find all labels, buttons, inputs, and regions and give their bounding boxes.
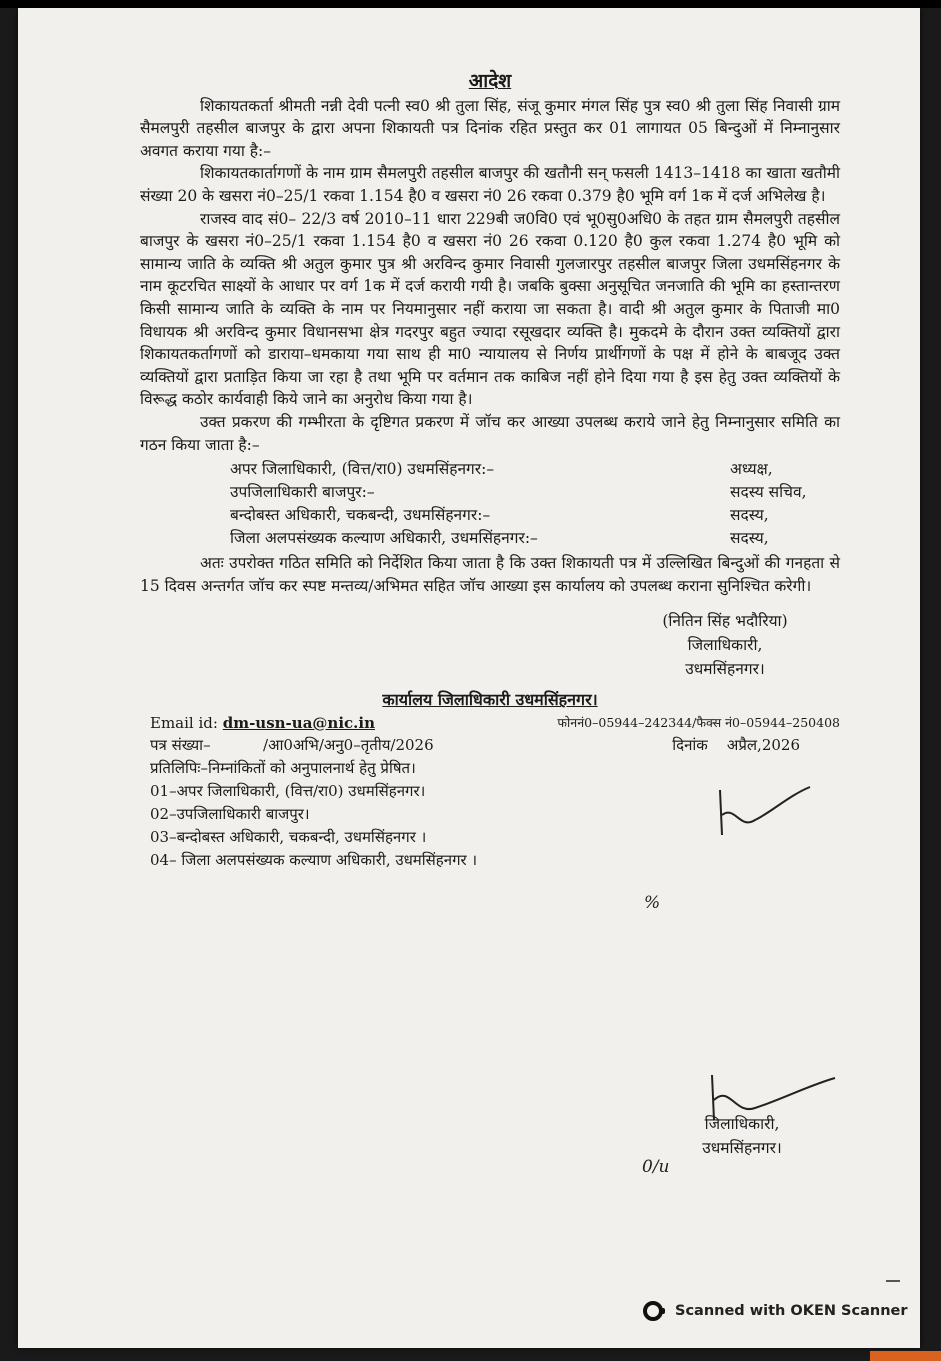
committee-role: अध्यक्ष, xyxy=(730,460,773,479)
committee-member: जिला अलपसंख्यक कल्याण अधिकारी, उधमसिंहनगर:– xyxy=(230,529,538,548)
committee-role: सदस्य सचिव, xyxy=(730,483,807,502)
top-edge xyxy=(0,0,941,8)
dash-mark xyxy=(886,1280,900,1282)
initials-mark-2: 0/u xyxy=(642,1157,670,1177)
order-title: आदेश xyxy=(468,70,512,92)
letter-number: पत्र संख्या– /आ0अभि/अनु0–तृतीय/2026 xyxy=(150,736,434,755)
committee-member: उपजिलाधिकारी बाजपुर:– xyxy=(230,483,375,502)
paragraph-1: शिकायतकर्ता श्रीमती नन्नी देवी पत्नी स्व0 श्री तुला सिंह, संजू कुमार मंगल सिंह पुत्र स्व0 श्री तुला सिंह निवासी ग्राम सैमलपुरी तहसील बाजपुर के द्वारा अपना शिकायती पत्र दिनांक रहित प्रस्तुत कर 01 लागायत 05 बिन्दुओं में निम्नानुसार अवगत कराया गया है:– xyxy=(140,96,840,160)
copy-item: 04– जिला अलपसंख्यक कल्याण अधिकारी, उधमसिंहनगर । xyxy=(150,851,478,870)
document-content xyxy=(140,70,840,872)
email-link[interactable]: dm-usn-ua@nic.in xyxy=(222,713,375,732)
letter-row xyxy=(150,734,840,757)
signature-scribble xyxy=(700,785,820,845)
copy-heading: प्रतिलिपिः–निम्नांकितों को अनुपालनार्थ हेतु प्रेषित। xyxy=(150,759,416,778)
scanner-logo-icon xyxy=(643,1301,663,1321)
paragraph-2: शिकायतकार्तागणों के नाम ग्राम सैमलपुरी तहसील बाजपुर की खतौनी सन् फसली 1413–1418 का खाता खतौमी संख्या 20 के खसरा नं0–25/1 रकवा 1.154 है0 व खसरा नं0 26 रकवा 0.379 है0 भूमि वर्ग 1क में दर्ज अभिलेख है। xyxy=(140,164,840,205)
contact-row xyxy=(150,712,840,735)
committee-member: बन्दोबस्त अधिकारी, चकबन्दी, उधमसिंहनगर:– xyxy=(230,506,491,525)
office-title: कार्यालय जिलाधिकारी उधमसिंहनगर। xyxy=(382,690,598,710)
committee-role: सदस्य, xyxy=(730,506,769,525)
copy-item: 02–उपजिलाधिकारी बाजपुर। xyxy=(150,805,310,824)
email-label: Email id: xyxy=(150,713,218,732)
closing-paragraph: अतः उपरोक्त गठित समिति को निर्देशित किया जाता है कि उक्त शिकायती पत्र में उल्लिखित बिन्दुओं की गनहता से 15 दिवस अन्तर्गत जॉच कर स्पष्ट मन्तव्य/अभिमत सहित जॉच आख्या इस कार्यालय को उपलब्ध कराना सुनिश्चित करेगी। xyxy=(140,554,840,595)
paragraph-4: उक्त प्रकरण की गम्भीरता के दृष्टिगत प्रकरण में जॉच कर आख्या उपलब्ध कराये जाने हेतु निम्नानुसार समिति का गठन किया जाता है:– xyxy=(140,412,840,454)
committee-row xyxy=(140,504,840,527)
paragraph-3: राजस्व वाद सं0– 22/3 वर्ष 2010–11 धारा 229बी ज0वि0 एवं भू0सु0अधि0 के तहत ग्राम सैमलपुरी तहसील बाजपुर के खसरा नं0–25/1 रकवा 1.154 है0 व खसरा नं0 26 रकवा 0.120 है0 कुल रकवा 1.274 है0 भूमि को सामान्य जाति के व्यक्ति श्री अतुल कुमार पुत्र श्री अरविन्द कुमार निवासी गुलजारपुर तहसील बाजपुर जिला उधमसिंहनगर के नाम कूटरचित साक्ष्यों के आधार पर वर्ग 1क में दर्ज करायी गयी है। जबकि बुक्सा अनुसूचित जनजाति की भूमि का हस्तान्तरण किसी सामान्य जाति के व्यक्ति के नाम पर नियमानुसार नहीं कराया जा सकता है। वादी श्री अतुल कुमार के पिताजी मा0 विधायक श्री अरविन्द कुमार विधानसभा क्षेत्र गदरपुर बहुत ज्यादा रसूखदार व्यक्ति है। मुकदमे के दौरान उक्त व्यक्तियों द्वारा शिकायतकर्तागणों को डाराया–धमकाया गया साथ ही मा0 न्यायालय से निर्णय प्रार्थीगणों के पक्ष में होने के बाबजूद उक्त व्यक्तियों द्वारा प्रताड़ित किया जा रहा है तथा भूमि पर वर्तमान तक काबिज नहीं होने दिया गया है इस हेतु उक्त व्यक्तियों के विरूद्ध कठोर कार्यवाही किये जाने का अनुरोध किया गया है। xyxy=(140,209,840,409)
signature-block-2 xyxy=(672,1112,812,1160)
signatory-name: (नितिन सिंह भदौरिया) xyxy=(662,612,788,631)
initials-mark: % xyxy=(644,893,661,913)
scanner-text: Scanned with OKEN Scanner xyxy=(675,1303,908,1319)
email-line xyxy=(150,712,375,735)
signatory-place: उधमसिंहनगर। xyxy=(685,660,765,679)
committee-member: अपर जिलाधिकारी, (वित्त/रा0) उधमसिंहनगर:– xyxy=(230,460,495,479)
signatory-designation-2: जिलाधिकारी, xyxy=(704,1115,780,1133)
copy-item: 03–बन्दोबस्त अधिकारी, चकबन्दी, उधमसिंहनगर । xyxy=(150,828,427,847)
signature-block xyxy=(645,609,840,681)
committee-list xyxy=(140,458,840,550)
letter-date: दिनांक अप्रैल,2026 xyxy=(672,736,800,755)
copy-item: 01–अपर जिलाधिकारी, (वित्त/रा0) उधमसिंहनगर। xyxy=(150,782,426,801)
committee-row xyxy=(140,458,840,481)
signatory-designation: जिलाधिकारी, xyxy=(687,636,763,655)
orange-strip xyxy=(870,1351,941,1361)
committee-row xyxy=(140,481,840,504)
committee-row xyxy=(140,527,840,550)
committee-role: सदस्य, xyxy=(730,529,769,548)
scanner-watermark xyxy=(643,1301,908,1321)
signatory-place-2: उधमसिंहनगर। xyxy=(702,1139,782,1157)
phone-fax: फोननं0–05944–242344/फैक्स नं0–05944–250408 xyxy=(557,714,840,730)
